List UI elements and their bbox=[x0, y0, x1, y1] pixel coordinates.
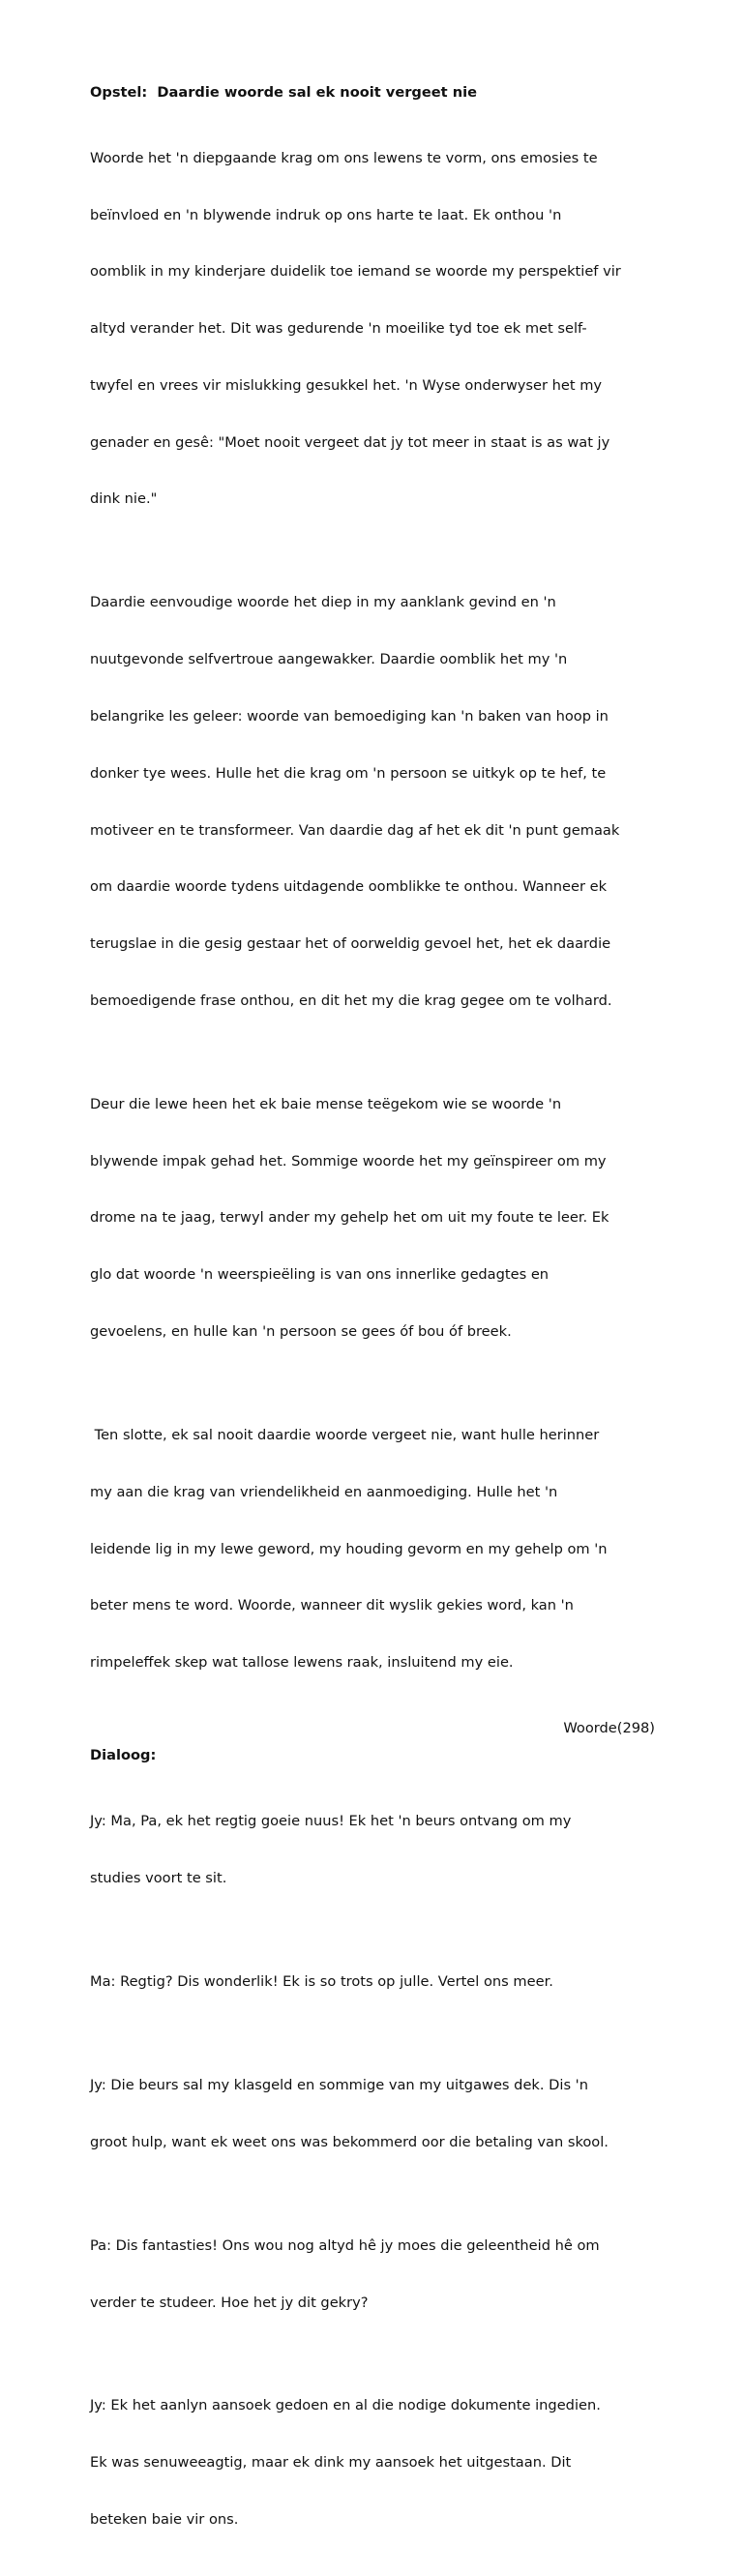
text-line: drome na te jaag, terwyl ander my gehelp het om uit my foute te leer. Ek bbox=[90, 1209, 609, 1227]
text-line: Ek was senuweeagtig, maar ek dink my aansoek het uitgestaan. Dit bbox=[90, 2454, 572, 2472]
word-count: Woorde(298) bbox=[563, 1719, 655, 1736]
text-line: beter mens te word. Woorde, wanneer dit wyslik gekies word, kan 'n bbox=[90, 1597, 574, 1614]
text-line: groot hulp, want ek weet ons was bekommerd oor die betaling van skool. bbox=[90, 2133, 609, 2150]
essay-paragraph-2 bbox=[90, 555, 655, 1048]
text-line: Jy: Ek het aanlyn aansoek gedoen en al die nodige dokumente ingedien. bbox=[90, 2397, 601, 2414]
text-line: Jy: Ma, Pa, ek het regtig goeie nuus! Ek het 'n beurs ontvang om my bbox=[90, 1813, 572, 1830]
text-line: Woorde het 'n diepgaande krag om ons lewens te vorm, ons emosies te bbox=[90, 149, 598, 166]
text-line: Daardie eenvoudige woorde het diep in my aanklank gevind en 'n bbox=[90, 594, 556, 611]
text-line: leidende lig in my lewe geword, my houding gevorm en my gehelp om 'n bbox=[90, 1540, 608, 1557]
text-line: Ten slotte, ek sal nooit daardie woorde vergeet nie, want hulle herinner bbox=[90, 1426, 600, 1443]
text-line: twyfel en vrees vir mislukking gesukkel het. 'n Wyse onderwyser het my bbox=[90, 376, 603, 394]
text-line: blywende impak gehad het. Sommige woorde het my geïnspireer om my bbox=[90, 1152, 607, 1170]
text-line: Ma: Regtig? Dis wonderlik! Ek is so trots op julle. Vertel ons meer. bbox=[90, 1973, 553, 1990]
text-line: verder te studeer. Hoe het jy dit gekry? bbox=[90, 2294, 369, 2311]
dialogue-line-3 bbox=[90, 2038, 655, 2190]
text-line: om daardie woorde tydens uitdagende oomblikke te onthou. Wanneer ek bbox=[90, 878, 608, 896]
text-line: nuutgevonde selfvertroue aangewakker. Daardie oomblik het my 'n bbox=[90, 651, 568, 668]
text-line: belangrike les geleer: woorde van bemoediging kan 'n baken van hoop in bbox=[90, 708, 609, 725]
essay-paragraph-1 bbox=[90, 111, 655, 548]
text-line: glo dat woorde 'n weerspieëling is van ons innerlike gedagtes en bbox=[90, 1266, 550, 1284]
text-line: Pa: Dis fantasties! Ons wou nog altyd hê jy moes die geleentheid hê om bbox=[90, 2236, 600, 2254]
essay-title: Opstel: Daardie woorde sal ek nooit vergeet nie bbox=[90, 84, 478, 101]
text-line: oomblik in my kinderjare duidelik toe iemand se woorde my perspektief vir bbox=[90, 263, 621, 281]
text-line: motiveer en te transformeer. Van daardie dag af het ek dit 'n punt gemaak bbox=[90, 821, 620, 839]
text-line: my aan die krag van vriendelikheid en aanmoediging. Hulle het 'n bbox=[90, 1483, 558, 1500]
document-page bbox=[90, 83, 655, 2576]
text-line: gevoelens, en hulle kan 'n persoon se gees óf bou óf breek. bbox=[90, 1323, 512, 1340]
text-line: rimpeleffek skep wat tallose lewens raak, insluitend my eie. bbox=[90, 1654, 514, 1672]
text-line: studies voort te sit. bbox=[90, 1870, 227, 1887]
text-line: dink nie." bbox=[90, 490, 158, 508]
text-line: beïnvloed en 'n blywende indruk op ons harte te laat. Ek onthou 'n bbox=[90, 206, 562, 223]
text-line: altyd verander het. Dit was gedurende 'n moeilike tyd toe ek met self- bbox=[90, 320, 587, 338]
essay-paragraph-4 bbox=[90, 1388, 655, 1710]
essay-paragraph-3 bbox=[90, 1057, 655, 1379]
dialogue-line-4 bbox=[90, 2199, 655, 2351]
dialogue-line-1 bbox=[90, 1774, 655, 1926]
text-line: beteken baie vir ons. bbox=[90, 2511, 239, 2529]
dialogue-line-2 bbox=[90, 1935, 655, 2029]
text-line: terugslae in die gesig gestaar het of oorweldig gevoel het, het ek daardie bbox=[90, 935, 611, 953]
text-line: Deur die lewe heen het ek baie mense teëgekom wie se woorde 'n bbox=[90, 1095, 562, 1112]
text-line: donker tye wees. Hulle het die krag om 'n persoon se uitkyk op te hef, te bbox=[90, 764, 607, 782]
text-line: bemoedigende frase onthou, en dit het my die krag gegee om te volhard. bbox=[90, 992, 612, 1009]
dialogue-heading: Dialoog: bbox=[90, 1747, 157, 1764]
dialogue-line-5 bbox=[90, 2358, 655, 2567]
text-line: genader en gesê: "Moet nooit vergeet dat jy tot meer in staat is as wat jy bbox=[90, 433, 610, 451]
text-line: Jy: Die beurs sal my klasgeld en sommige van my uitgawes dek. Dis 'n bbox=[90, 2076, 588, 2093]
